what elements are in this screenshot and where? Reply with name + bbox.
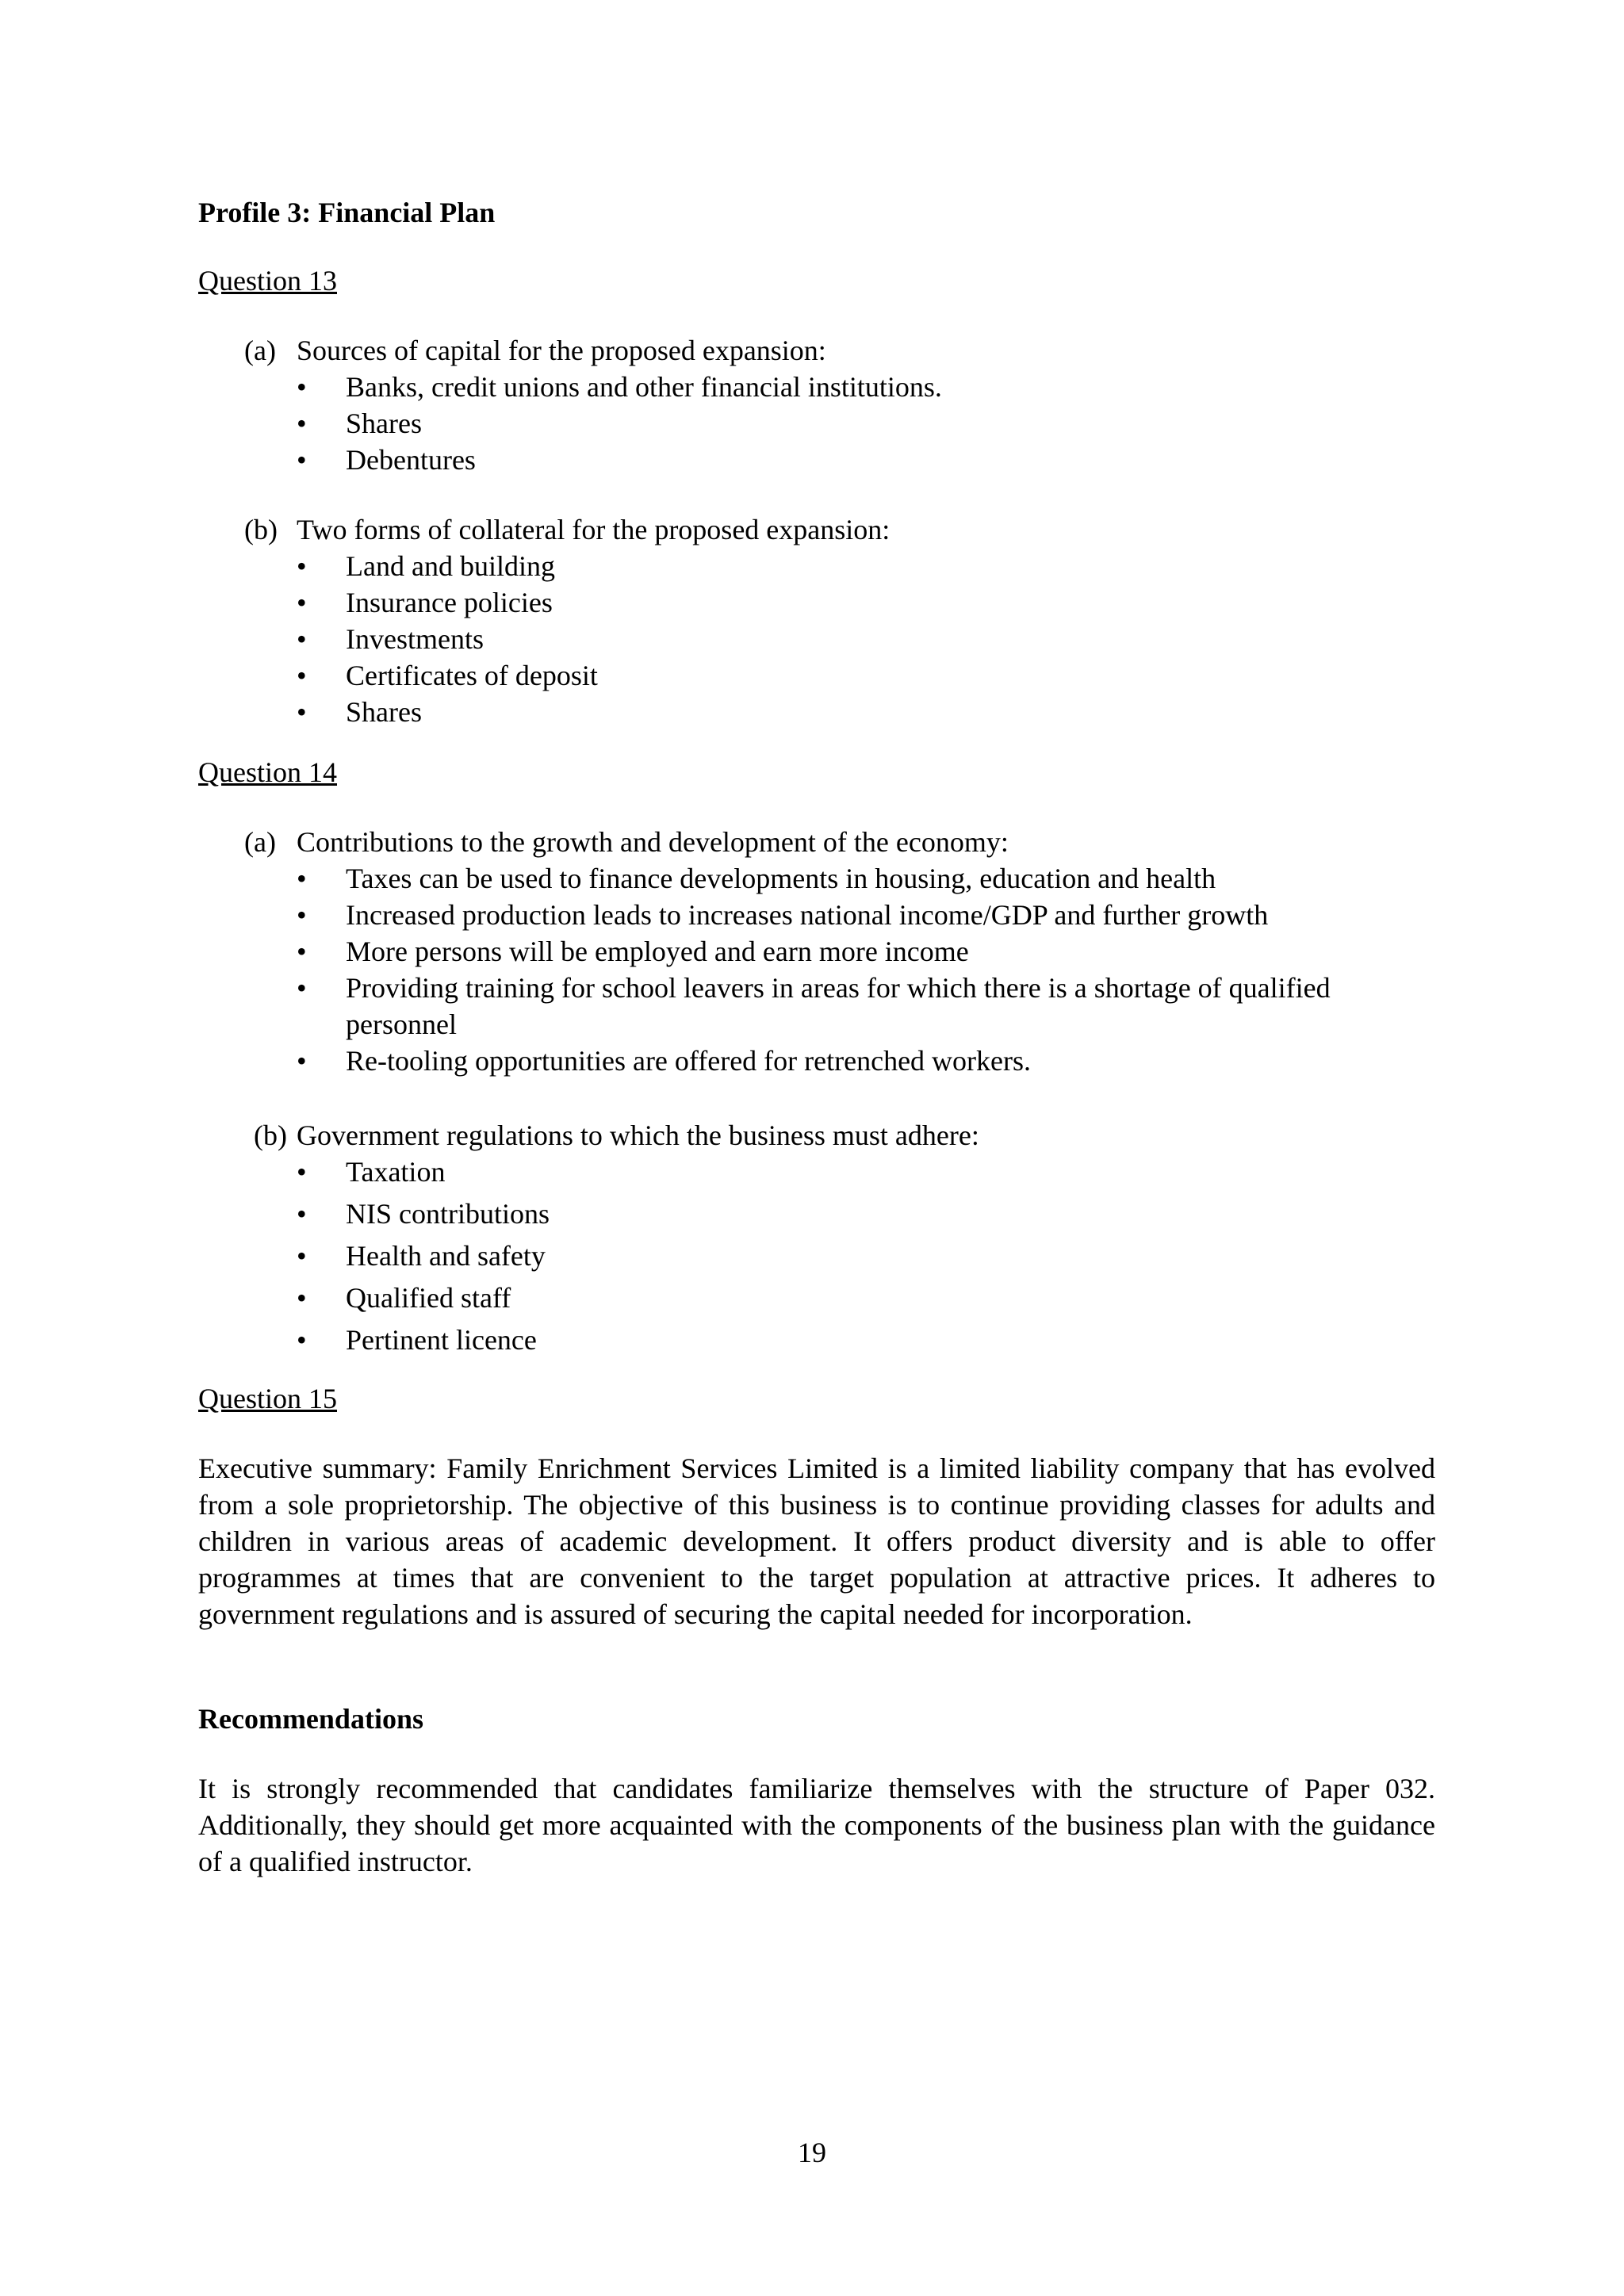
q14-a-list xyxy=(198,860,1435,1079)
bullet-icon: • xyxy=(297,1156,307,1188)
q13-b-text: Two forms of collateral for the proposed expansion: xyxy=(297,514,891,545)
list-item: • Land and building xyxy=(198,548,1435,584)
list-item: • Pertinent licence xyxy=(198,1322,1435,1358)
bullet-icon: • xyxy=(297,371,307,403)
bullet-icon: • xyxy=(297,863,307,894)
q14-b-list xyxy=(198,1154,1435,1358)
bullet-icon: • xyxy=(297,696,307,728)
list-item: • Taxes can be used to finance developments in housing, education and health xyxy=(198,860,1435,897)
question-14-heading: Question 14 xyxy=(198,756,337,788)
recommendations-text: It is strongly recommended that candidates familiarize themselves with the structure of Paper 032. Additionally, they should get more acquainted with the components of the business plan with the guidance of a qualified instructor. xyxy=(198,1773,1435,1877)
list-item: • Insurance policies xyxy=(198,584,1435,621)
bullet-icon: • xyxy=(297,550,307,582)
list-item: • Taxation xyxy=(198,1154,1435,1190)
bullet-icon: • xyxy=(297,972,307,1004)
bullet-icon: • xyxy=(297,587,307,618)
q14-part-b xyxy=(198,1117,1435,1154)
q13-b-label: (b) xyxy=(244,514,278,545)
list-item: • More persons will be employed and earn more income xyxy=(198,933,1435,970)
list-item: • Debentures xyxy=(198,442,1435,478)
bullet-icon: • xyxy=(297,1198,307,1230)
document-page xyxy=(198,194,1435,1880)
bullet-icon: • xyxy=(297,1324,307,1356)
list-item: • Shares xyxy=(198,694,1435,730)
executive-summary: Executive summary: Family Enrichment Services Limited is a limited liability company that has evolved from a sole proprietorship. The objective of this business is to continue providing classes for adults and children in various areas of academic development. It offers product diversity and is able to offer programmes at times that are convenient to the target population at attractive prices. It adheres to government regulations and is assured of securing the capital needed for incorporation. xyxy=(198,1452,1435,1630)
q13-a-label: (a) xyxy=(244,335,276,366)
bullet-icon: • xyxy=(297,408,307,439)
bullet-icon: • xyxy=(297,623,307,655)
page-number: 19 xyxy=(798,2137,826,2168)
bullet-icon: • xyxy=(297,1240,307,1272)
list-item: • Health and safety xyxy=(198,1238,1435,1274)
list-item: • Re-tooling opportunities are offered for retrenched workers. xyxy=(198,1043,1435,1079)
bullet-icon: • xyxy=(297,936,307,967)
list-item: • Increased production leads to increases national income/GDP and further growth xyxy=(198,897,1435,933)
q14-a-label: (a) xyxy=(244,826,276,858)
question-13-heading: Question 13 xyxy=(198,265,337,297)
q14-part-a xyxy=(198,824,1435,860)
list-item: • Providing training for school leavers in areas for which there is a shortage of qualified personnel xyxy=(198,970,1435,1043)
question-15-heading: Question 15 xyxy=(198,1383,337,1414)
list-item: • Qualified staff xyxy=(198,1280,1435,1316)
bullet-icon: • xyxy=(297,899,307,931)
list-item: • Banks, credit unions and other financial institutions. xyxy=(198,369,1435,405)
q13-part-b xyxy=(198,511,1435,548)
q13-b-list xyxy=(198,548,1435,730)
bullet-icon: • xyxy=(297,660,307,691)
bullet-icon: • xyxy=(297,1045,307,1077)
list-item: • Shares xyxy=(198,405,1435,442)
q14-b-label: (b) xyxy=(254,1119,287,1151)
bullet-icon: • xyxy=(297,1282,307,1314)
recommendations-heading: Recommendations xyxy=(198,1703,423,1735)
q14-b-text: Government regulations to which the business must adhere: xyxy=(297,1119,979,1151)
list-item: • Investments xyxy=(198,621,1435,657)
q14-a-text: Contributions to the growth and development of the economy: xyxy=(297,826,1009,858)
q13-part-a xyxy=(198,332,1435,369)
section-title: Profile 3: Financial Plan xyxy=(198,197,496,228)
q13-a-text: Sources of capital for the proposed expansion: xyxy=(297,335,826,366)
q13-a-list xyxy=(198,369,1435,478)
list-item: • Certificates of deposit xyxy=(198,657,1435,694)
list-item: • NIS contributions xyxy=(198,1196,1435,1232)
bullet-icon: • xyxy=(297,444,307,476)
